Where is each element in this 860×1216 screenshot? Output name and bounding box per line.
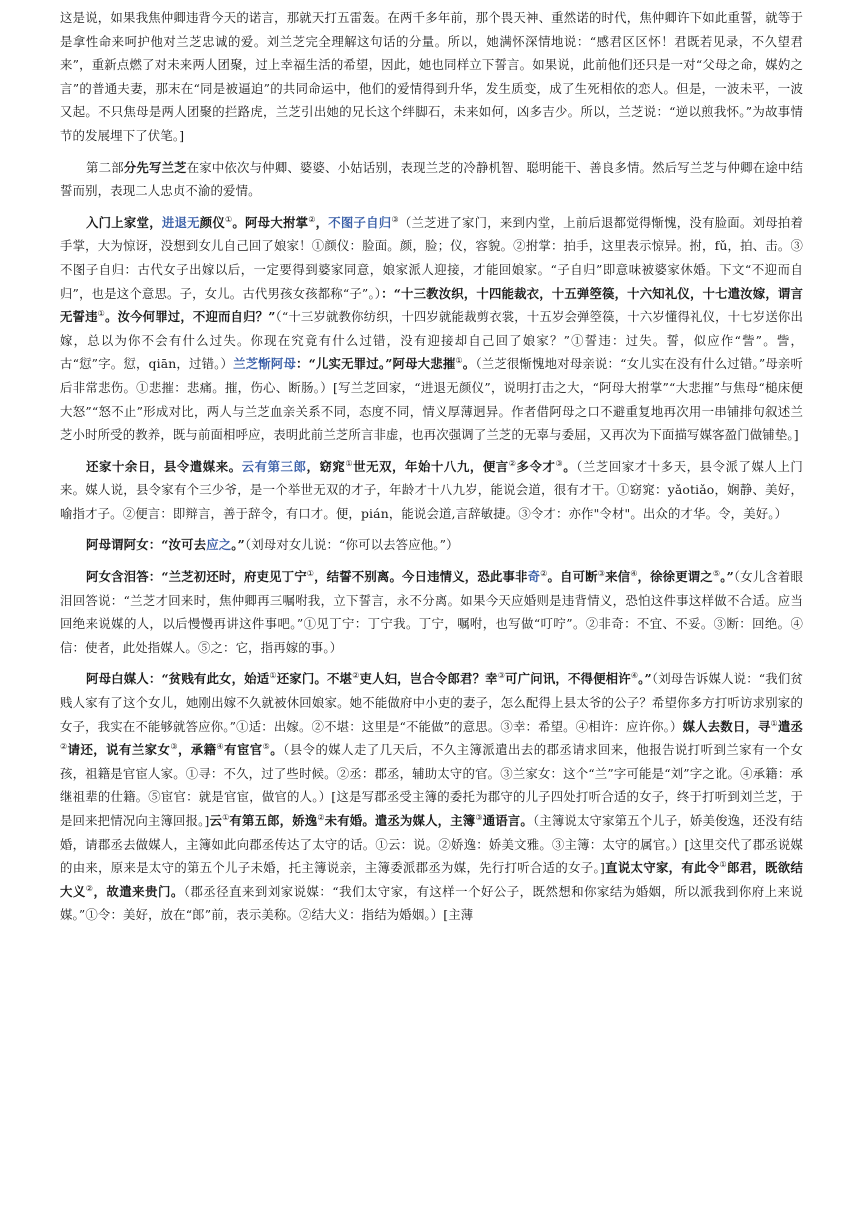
poem-line: ：“十三教汝织，十四能裁衣，十五弹箜篌，十六知礼仪，十七遣汝嫁，谓言无誓违 (60, 285, 803, 325)
footnote-mark: ③ (170, 742, 178, 752)
footnote-mark: ② (540, 568, 548, 578)
annotation: （刘母对女儿说：“你可以去答应他。”） (244, 537, 459, 553)
poem-line: 有第五郎，娇逸 (229, 813, 318, 828)
poem-line: 入门上家堂， (86, 214, 162, 230)
annotation: （兰芝回家才十多天，县令派了媒人上门来。媒人说，县令家有个三少爷，是一个举世无双的才子，年龄才十八九岁，能说会道，很有才干。①窈窕：yǎotiǎo，娴静、美好，喻指才子。②便言：即辩言，善于辞令，有口才。便，pián，能说会道,言辞敏捷。③令才：亦作"令材"。出众的才华。令，美好。） (60, 458, 803, 521)
poem-line: 。汝今何罪过，不迎而自归？” (105, 309, 276, 325)
annotation: （刘母告诉媒人说：“我们贫贱人家有了这个女儿，她刚出嫁不久就被休回娘家。她不能做府中小吏的妻子，怎么配得上县太爷的公子？希望你多方打听访求别家的女子，我实在不能够就答应你。”①适：出嫁。②不堪：这里是“不能做”的意思。③幸：希望。④相许：应许你。） (60, 671, 803, 734)
footnote-mark: ① (306, 568, 315, 578)
paragraph-1 (60, 6, 803, 148)
footnote-mark: ② (85, 883, 94, 893)
text: 第二部 (86, 159, 124, 175)
paragraph-7 (60, 667, 803, 927)
poem-line: 还家门。不堪 (276, 671, 353, 687)
footnote-mark: ① (225, 214, 233, 224)
footnote-mark: ① (97, 309, 106, 318)
poem-line: 。 (270, 742, 284, 758)
poem-line: 。” (638, 671, 652, 687)
poem-line: 遣丞 (777, 718, 803, 734)
annotation: （兰芝很惭愧地对母亲说：“女儿实在没有什么过错。”母亲听后非常悲伤。①悲摧：悲痛。摧，伤心、断肠。）[写兰芝回家，“进退无颜仪”，说明打击之大，“阿母大拊掌”“大悲摧”与焦母“槌床便大怒”“怒不止”形成对比，两人与兰芝血亲关系不同，态度不同，情义厚薄迥异。作者借阿母之口不避重复地再次用一串铺排句叙述兰芝小时所受的教养，既与前面相呼应，表明此前兰芝所言非虚，也再次强调了兰芝的无辜与委屈，又再次为下面描写媒客盈门做铺垫。] (60, 356, 804, 443)
poem-line: 世无双，年始十八九，便言 (353, 458, 509, 474)
highlight-text: 兰芝惭阿母 (233, 356, 297, 372)
annotation: （主簿说太守家第五个儿子，娇美俊逸，还没有结婚，请郡丞去做媒人，主簿如此向郡丞传达了太守的话。①云：说。②娇逸：娇美文雅。③主簿：太守的属官。）[这里交代了郡丞说媒的由来，原来是太守的第五个儿子未婚，托主簿说亲，主簿委派郡丞为媒，先行打听合适的女子。] (60, 813, 803, 876)
text: 在家中依次与仲卿、婆婆、小姑话别，表现兰芝的冷静机智、聪明能干、善良多情。然后写兰芝与仲卿在途中结誓而别，表现二人忠贞不渝的爱情。 (60, 159, 804, 199)
poem-line: 。 (563, 458, 577, 474)
poem-line: 还家十余日，县令遣媒来。 (86, 458, 242, 474)
footnote-mark: ② (508, 458, 517, 468)
poem-line: 可广问讯，不得便相许 (505, 671, 631, 687)
footnote-mark: ① (269, 671, 277, 681)
poem-line: 。” (720, 569, 734, 585)
paragraph-5 (60, 533, 803, 557)
poem-line: 郎君，既欲结大义 (60, 860, 803, 899)
footnote-mark: ④ (216, 742, 225, 752)
footnote-mark: ③ (597, 568, 606, 578)
poem-line: 有宦官 (224, 742, 263, 758)
poem-line: 阿母谓阿女：“汝可去 (86, 537, 207, 553)
footnote-mark: ④ (630, 671, 639, 681)
paragraph-4 (60, 455, 803, 526)
poem-line: 未有婚。遣丞为媒人，主簿 (324, 813, 476, 828)
poem-line: 媒人去数日，寻 (682, 718, 771, 734)
bold-text: 分先写兰芝 (123, 159, 187, 175)
highlight-text: 应之 (206, 537, 232, 553)
poem-line: 。阿母大拊掌 (232, 214, 309, 230)
poem-line: 颜仪 (199, 214, 225, 230)
poem-line: 。 (462, 356, 476, 372)
footnote-mark: ① (345, 458, 354, 468)
poem-line: 。” (231, 537, 245, 553)
poem-line: ，故遣来贵门。 (93, 883, 184, 899)
poem-line: ，承籍 (177, 742, 217, 758)
annotation: （“十三岁就教你纺织，十四岁就能裁剪衣裳，十五岁会弹箜篌，十六岁懂得礼仪，十七岁送你出嫁，总以为你不会有什么过失。你现在究竟有什么过错，没有迎接却自己回了娘家？”①誓违：过失。誓，似应作“訾”。訾，古“愆”字。愆，qiān，过错。） (60, 309, 804, 372)
poem-line: 吏人妇，岂合令郎君？幸 (359, 671, 498, 687)
footnote-mark: ① (770, 718, 778, 728)
paragraph-6 (60, 565, 803, 659)
footnote-mark: ② (352, 671, 360, 681)
poem-line: 阿母白媒人：“ (86, 671, 169, 687)
footnote-mark: ⑤ (262, 742, 271, 752)
poem-line: 直说太守家，有此令 (604, 860, 720, 876)
annotation: （县令的媒人走了几天后，不久主簿派遣出去的郡丞请求回来，他报告说打听到兰家有一个女孩，祖籍是官宦人家。①寻：不久，过了些时候。②丞：郡丞，辅助太守的官。③兰家女：这个“兰”字可能是“刘”字之讹。④承籍：承继祖辈的仕籍。⑤宦官：就是官宦，做官的人。）[这是写郡丞受主簿的委托为郡守的儿子四处打听合适的女子，终于打听到刘兰芝，于是回来把情况向主簿回报。] (60, 742, 804, 828)
footnote-mark: ① (222, 812, 230, 822)
poem-line: 。自可断 (547, 569, 598, 585)
paragraph-2 (60, 156, 803, 203)
footnote-mark: ⑤ (712, 568, 721, 578)
poem-line: 多令才 (516, 458, 556, 474)
annotation: （郡丞径直来到刘家说媒：“我们太守家，有这样一个好公子，既然想和你家结为婚姻，所以派我到你府上来说媒。”①令：美好，放在“郎”前，表示美称。②结大义：指结为婚姻。）[主薄 (60, 883, 803, 923)
document-page (60, 6, 803, 927)
footnote-mark: ③ (497, 671, 506, 681)
poem-line: 贫贱有此女，始适 (168, 671, 270, 687)
footnote-mark: ① (455, 356, 463, 366)
poem-line: 通语言。 (482, 813, 533, 828)
footnote-mark: ② (317, 812, 325, 822)
text: 这是说，如果我焦仲卿违背今天的诺言，那就天打五雷轰。在两千多年前，那个畏天神、重然诺的时代，焦仲卿许下如此重誓，就等于是拿性命来呵护他对兰芝忠诚的爱。刘兰芝完全理解这句话的分量。所以，她满怀深情地说：“感君区区怀！君既若见录，不久望君来”，重新点燃了对未来两人团聚，过上幸福生活的希望，因此，她也同样立下誓言。如果说，此前他们还只是一对“父母之命，媒妁之言”的普通夫妻，那末在“同是被逼迫”的共同命运中，他们的爱情得到升华，发生质变，成了生死相依的恋人。但是，一波未平，一波又起。不只焦母是两人团聚的拦路虎，兰芝引出她的兄长这个绊脚石，未来如何，凶多吉少。所以，兰芝说：“逆以煎我怀。”为故事情节的发展埋下了伏笔。] (60, 10, 803, 143)
poem-line: ，窈窕 (306, 458, 346, 474)
footnote-mark: ③ (391, 214, 399, 224)
poem-line: 阿女含泪答：“兰芝初还时，府吏见丁宁 (86, 569, 307, 585)
poem-line: ，结誓不别离。今日违情义，恐此事非 (314, 569, 528, 585)
highlight-text: 云有第三郎 (241, 458, 307, 474)
footnote-mark: ③ (475, 812, 483, 822)
poem-line: ：“儿实无罪过。”阿母大悲摧 (296, 356, 456, 372)
annotation: （女儿含着眼泪回答说：“兰芝才回来时，焦仲卿再三嘱咐我，立下誓言，永不分离。如果今天应婚则是违背情义，恐怕这件事这样做不合适。应当回绝来说媒的人，以后慢慢再讲这件事吧。”①见丁宁：丁宁我。丁宁，嘱咐，也写做“叮咛”。②非奇：不宜、不妥。③断：回绝。④信：使者，此处指媒人。⑤之：它，指再嫁的事。） (60, 569, 803, 655)
poem-line: ，徐徐更谓之 (637, 569, 713, 585)
paragraph-3 (60, 211, 803, 447)
footnote-mark: ② (308, 214, 316, 224)
poem-line: 请还，说有兰家女 (67, 742, 171, 758)
footnote-mark: ③ (555, 458, 564, 468)
poem-line: 来信 (605, 569, 631, 585)
footnote-mark: ① (719, 860, 727, 870)
footnote-mark: ④ (630, 568, 638, 578)
highlight-text: 不图子自归 (328, 214, 392, 230)
poem-line: ， (315, 214, 329, 230)
highlight-text: 进退无 (161, 214, 200, 230)
footnote-mark: ② (60, 742, 68, 752)
poem-line: 云 (209, 813, 223, 828)
highlight-text: 奇 (527, 569, 541, 585)
annotation: （兰芝进了家门，来到内堂，上前后退都觉得惭愧，没有脸面。刘母拍着手掌，大为惊讶，没想到女儿自己回了娘家！①颜仪：脸面。颜，脸；仪，容貌。②拊掌：拍手，这里表示惊异。拊，fǔ，拍、击。③不图子自归：古代女子出嫁以后，一定要得到婆家同意，娘家派人迎接，才能回娘家。“子自归”即意味被婆家休婚。下文“不迎而自归”，也是这个意思。子，女儿。古代男孩女孩都称“子”。） (60, 214, 804, 301)
